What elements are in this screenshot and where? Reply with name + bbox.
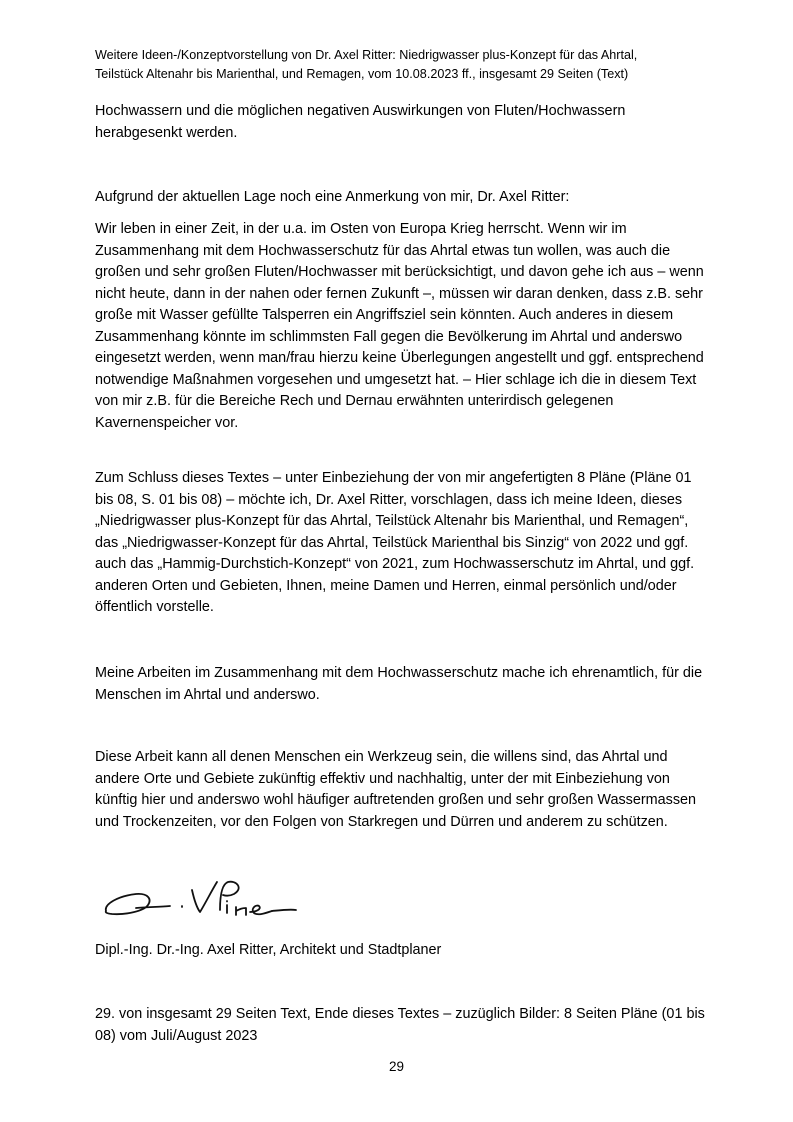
paragraph-end-note: 29. von insgesamt 29 Seiten Text, Ende dieses Textes – zuzüglich Bilder: 8 Seiten Pläne (01 bis 08) vom Juli/August 2023 bbox=[95, 1006, 705, 1044]
signature-image bbox=[96, 866, 314, 930]
paragraph-tool-statement: Diese Arbeit kann all denen Menschen ein Werkzeug sein, die willens sind, das Ahrtal und andere Orte und Gebiete zukünftig effektiv und nachhaltig, unter der mit Einbeziehung von künftig hier und anderswo wohl häufiger auftretenden großen und sehr großen Wassermassen und Trockenzeiten, vor den Folgen von Starkregen und Dürren und anderem zu schützen. bbox=[95, 749, 697, 830]
header-line-1: Weitere Ideen-/Konzeptvorstellung von Dr. Axel Ritter: Niedrigwasser plus-Konzept für das Ahrtal, bbox=[95, 48, 638, 62]
paragraph-remark-intro: Aufgrund der aktuellen Lage noch eine Anmerkung von mir, Dr. Axel Ritter: bbox=[95, 189, 570, 205]
paragraph-volunteer-work: Meine Arbeiten im Zusammenhang mit dem Hochwasserschutz mache ich ehrenamtlich, für die Menschen im Ahrtal und anderswo. bbox=[95, 665, 703, 703]
page-header bbox=[95, 46, 715, 84]
signatory-name: Dipl.-Ing. Dr.-Ing. Axel Ritter, Architekt und Stadtplaner bbox=[95, 942, 442, 958]
paragraph-conclusion-proposal: Zum Schluss dieses Textes – unter Einbeziehung der von mir angefertigten 8 Pläne (Pläne 01 bis 08, S. 01 bis 08) – möchte ich, Dr. Axel Ritter, vorschlagen, dass ich meine Ideen, dieses „Niedrigwasser plus-Konzept für das Ahrtal, Teilstück Altenahr bis Marienthal, und Remagen“, das „Niedrigwasser-Konzept für das Ahrtal, Teilstück Marienthal bis Sinzig“ von 2022 und ggf. auch das „Hammig-Durchstich-Konzept“ von 2021, zum Hochwasserschutz im Ahrtal, und ggf. anderen Orten und Gebieten, Ihnen, meine Damen und Herren, einmal persönlich und/oder öffentlich vorstelle. bbox=[95, 470, 695, 615]
header-line-2: Teilstück Altenahr bis Marienthal, und Remagen, vom 10.08.2023 ff., insgesamt 29 Seiten (Text) bbox=[95, 67, 629, 81]
paragraph-flood-continuation: Hochwassern und die möglichen negativen Auswirkungen von Fluten/Hochwassern herabgesenkt werden. bbox=[95, 103, 626, 141]
handwritten-signature bbox=[96, 866, 314, 930]
page-number: 29 bbox=[388, 1059, 405, 1074]
paragraph-war-remark: Wir leben in einer Zeit, in der u.a. im Osten von Europa Krieg herrscht. Wenn wir im Zusammenhang mit dem Hochwasserschutz für das Ahrtal etwas tun wollen, was auch die großen und sehr großen Fluten/Hochwasser mit berücksichtigt, und davon gehe ich aus – wenn nicht heute, dann in der nahen oder fernen Zukunft –, müssen wir daran denken, dass z.B. sehr große mit Wasser gefüllte Talsperren ein Angriffsziel sein könnten. Auch anderes in diesem Zusammenhang könnte im schlimmsten Fall gegen die Bevölkerung im Ahrtal und anderswo eingesetzt werden, wenn man/frau hierzu keine Überlegungen angestellt und ggf. entsprechend notwendige Maßnahmen vorgesehen und umgesetzt hat. – Hier schlage ich die in diesem Text von mir z.B. für die Bereiche Rech und Dernau erwähnten unterirdisch gelegenen Kavernenspeicher vor. bbox=[95, 221, 704, 431]
